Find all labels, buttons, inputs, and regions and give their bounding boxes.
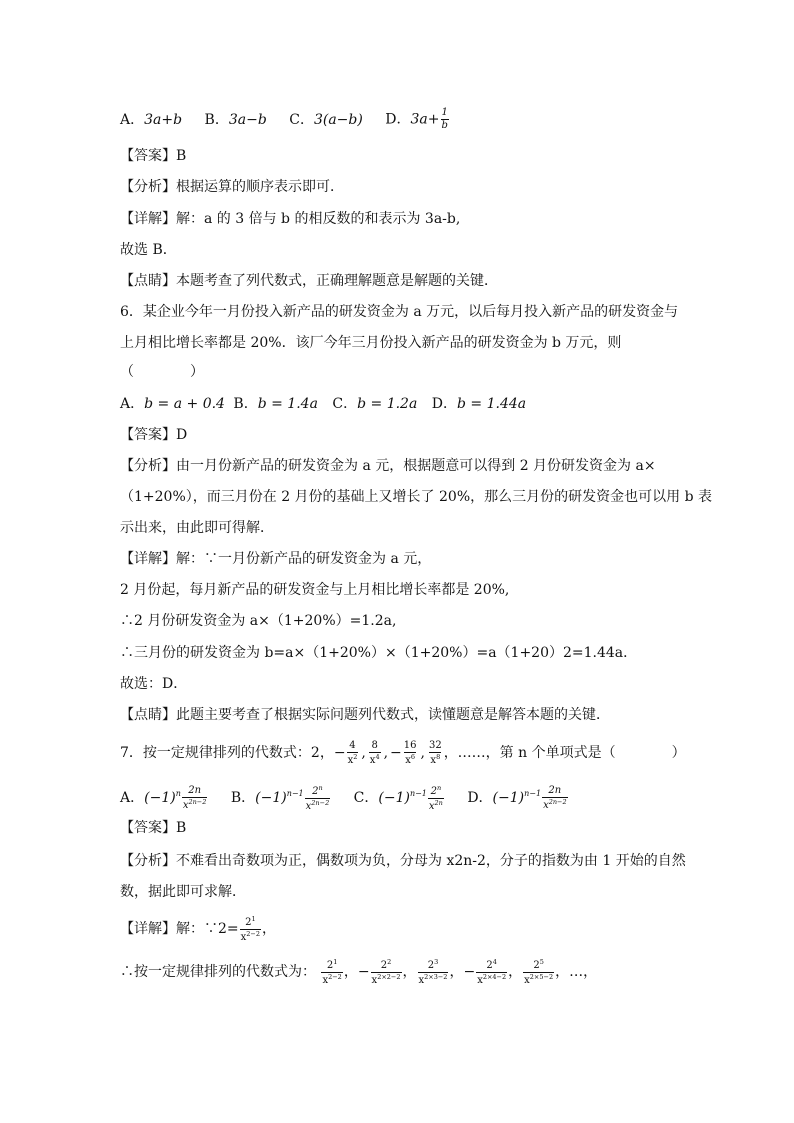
q6-option-c: C．b = 1.2a	[332, 396, 418, 412]
q5-options	[120, 108, 694, 131]
q5-analysis: 【分析】根据运算的顺序表示即可．	[120, 179, 344, 195]
q6-detail-line1: 【详解】解：∵一月份新产品的研发资金为 a 元，	[120, 551, 432, 567]
q5-choose: 故选 B．	[120, 242, 177, 258]
q7-term-2: $\frac{4}{x^2}$	[347, 739, 358, 766]
q6-option-b: B．b = 1.4a	[233, 396, 318, 412]
q5-option-c: C．3(a−b)	[289, 111, 363, 128]
q5-detail: 【详解】解：a 的 3 倍与 b 的相反数的和表示为 3a-b,	[120, 211, 461, 227]
q7-seq-term-4: $\frac{2^4}{x^{2\times 4-2}}$	[477, 957, 507, 986]
q5-option-d-fraction: $\frac{1}{b}$	[441, 107, 448, 131]
q7-option-a: A．$(-1)^n$ $\frac{2n}{x^{2n-2}}$	[120, 784, 207, 811]
q7-term-4: $\frac{16}{x^6}$	[403, 739, 417, 766]
q7-options	[120, 780, 694, 812]
q6-comment: 【点睛】此题主要考查了根据实际问题列代数式，读懂题意是解答本题的关键．	[120, 707, 610, 723]
q6-detail-line2: 2 月份起，每月新产品的研发资金与上月相比增长率都是 20%,	[120, 582, 510, 598]
q7-detail: 【详解】解：∵2= $\frac{2^1}{x^{2-2}}$ ，	[120, 914, 276, 943]
q7-sequence: ∴按一定规律排列的代数式为： $\frac{2^1}{x^{2-2}}$ ，− $\frac{2^2}{x^{2\times 2-2}}$ ， $\frac{2^3}{x^{2\times 3-2}}$ ，− $\frac{2^4}{x^{2\times 4-2}}$ ， $\frac{2^5}{x^{2\times 5-2}}$ ，…，	[120, 957, 598, 986]
q6-analysis-line2: （1+20%），而三月份在 2 月份的基础上又增长了 20%，那么三月份的研发资金也可以用 b 表	[120, 489, 712, 505]
q7-seq-term-5: $\frac{2^5}{x^{2\times 5-2}}$	[524, 957, 554, 986]
q6-option-a: A．b = a + 0.4	[120, 396, 225, 412]
q6-option-d: D．b = 1.44a	[431, 396, 527, 412]
q7-option-c: C．$(-1)^{n-1}$ $\frac{2^n}{x^{2n}}$	[353, 783, 443, 812]
q5-comment: 【点睛】本题考查了列代数式，正确理解题意是解题的关键．	[120, 273, 498, 289]
q7-analysis-line1: 【分析】不难看出奇数项为正，偶数项为负，分母为 x2n-2，分子的指数为由 1 开始的自然	[120, 853, 686, 869]
q5-option-a: A．3a+b	[120, 111, 183, 128]
q7-answer: 【答案】B	[120, 820, 187, 836]
q6-detail-line3: ∴2 月份研发资金为 a×（1+20%）=1.2a,	[120, 613, 397, 629]
q6-stem-line2: 上月相比增长率都是 20%．该厂今年三月份投入新产品的研发资金为 b 万元，则	[120, 335, 622, 351]
q6-analysis-line1: 【分析】由一月份新产品的研发资金为 a 元，根据题意可以得到 2 月份研发资金为 a×	[120, 458, 656, 474]
q7-stem: 7．按一定规律排列的代数式：2，− $\frac{4}{x^2}$ , $\frac{8}{x^4}$ , − $\frac{16}{x^6}$ , $\frac{32}{x^8}$ ，……，第 n 个单项式是（ ）	[120, 739, 686, 766]
q7-term-3: $\frac{8}{x^4}$	[369, 739, 380, 766]
q7-seq-term-1: $\frac{2^1}{x^{2-2}}$	[322, 957, 342, 986]
q5-option-d: D．3a+ $\frac{1}{b}$	[385, 107, 448, 131]
q6-analysis-line3: 示出来，由此即可得解．	[120, 520, 274, 536]
q6-options	[120, 394, 694, 414]
q7-analysis-line2: 数，据此即可求解．	[120, 884, 246, 900]
q6-answer: 【答案】D	[120, 427, 188, 443]
q7-option-d: D．$(-1)^{n-1}$ $\frac{2n}{x^{2n-2}}$	[467, 784, 567, 811]
q6-stem-line1: 6．某企业今年一月份投入新产品的研发资金为 a 万元，以后每月投入新产品的研发资金与	[120, 304, 679, 320]
q7-seq-term-3: $\frac{2^3}{x^{2\times 3-2}}$	[418, 957, 448, 986]
q7-detail-fraction: $\frac{2^1}{x^{2-2}}$	[240, 914, 260, 943]
q6-choose: 故选：D．	[120, 676, 188, 692]
q5-answer: 【答案】B	[120, 148, 187, 164]
q6-paren: （ ）	[120, 364, 204, 380]
q7-seq-term-2: $\frac{2^2}{x^{2\times 2-2}}$	[371, 957, 401, 986]
q7-term-5: $\frac{32}{x^8}$	[428, 739, 442, 766]
q7-option-b: B．$(-1)^{n-1}$ $\frac{2^n}{x^{2n-2}}$	[230, 783, 330, 812]
q6-detail-line4: ∴三月份的研发资金为 b=a×（1+20%）×（1+20%）=a（1+20）2=1.44a．	[120, 645, 638, 661]
q5-option-b: B．3a−b	[204, 111, 267, 128]
